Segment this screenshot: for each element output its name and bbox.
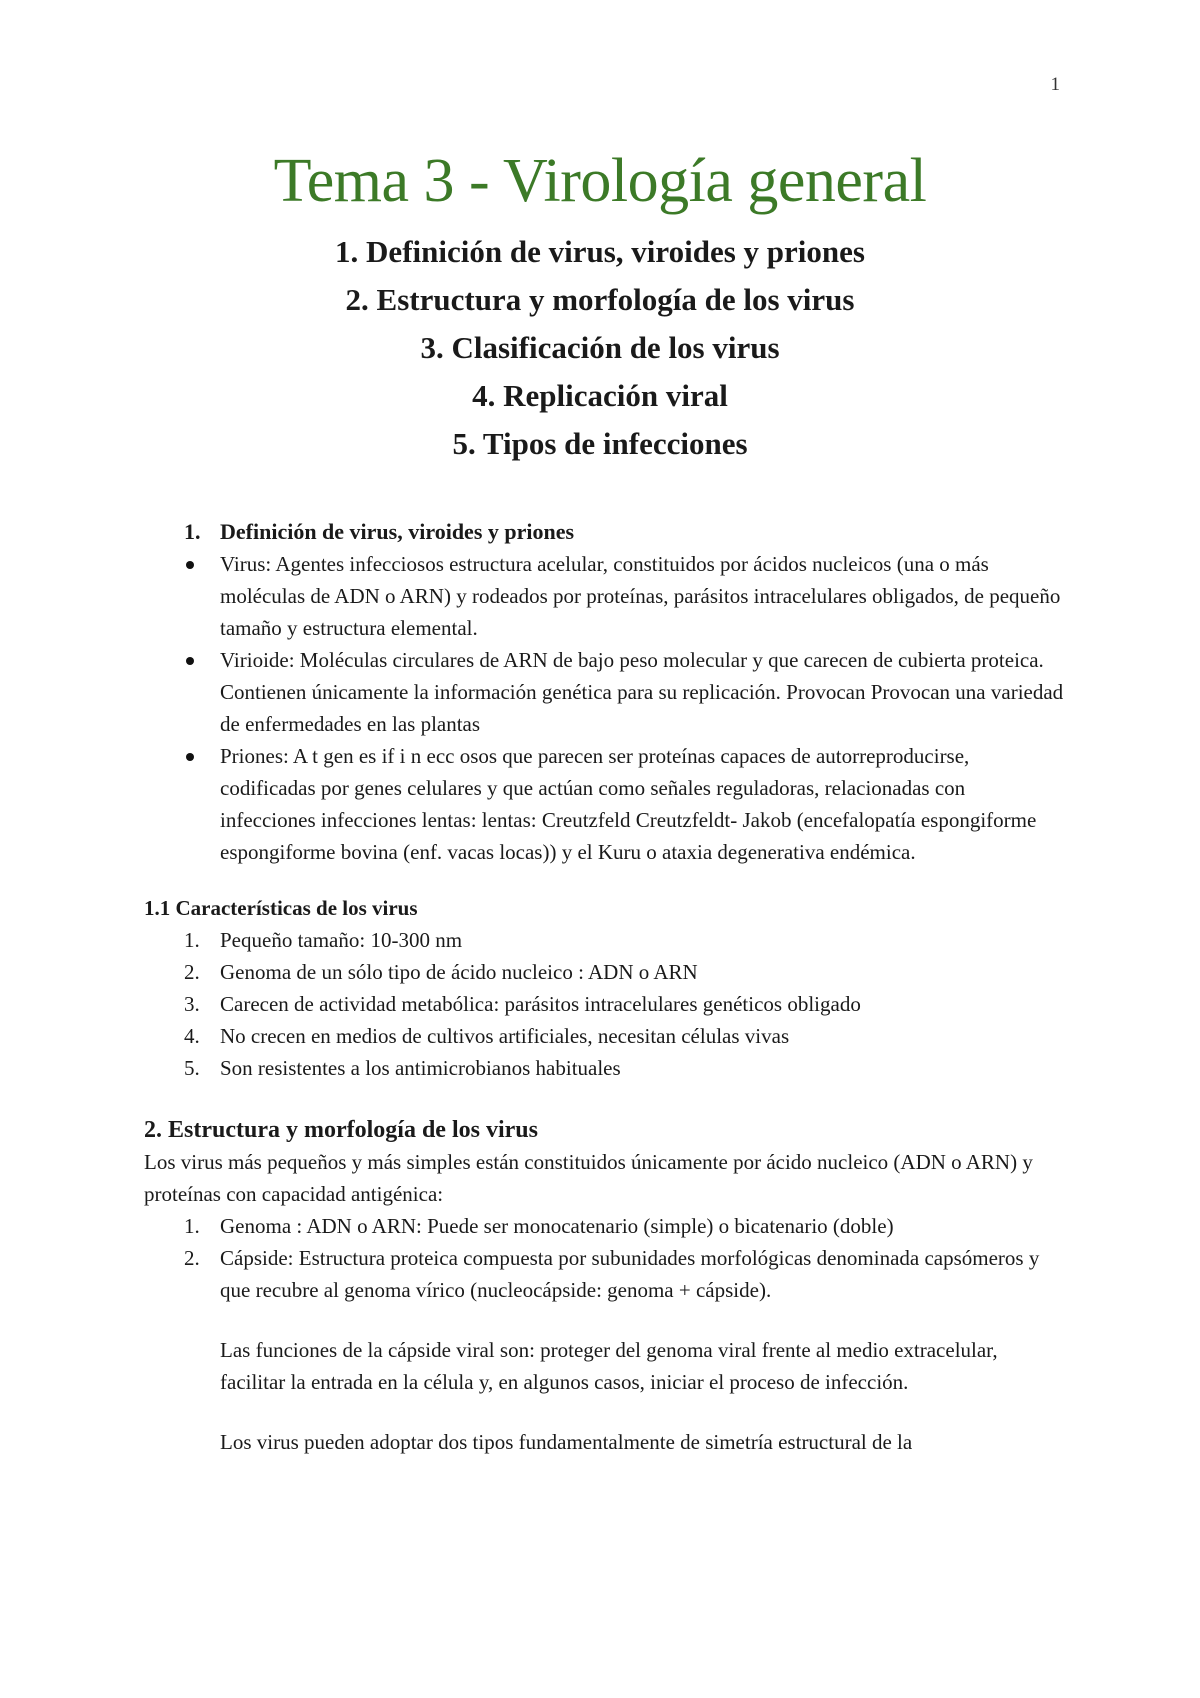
list-number: 1. [184, 1214, 200, 1238]
section-1-heading [144, 516, 1064, 548]
list-number: 3. [184, 992, 200, 1016]
page-title: Tema 3 - Virología general [273, 147, 927, 215]
page-number: 1 [1050, 74, 1060, 95]
list-number: 2. [184, 1246, 200, 1270]
section-1-title: Definición de virus, viroides y priones [220, 519, 575, 544]
characteristics-list [144, 924, 1064, 1084]
list-text: Cápside: Estructura proteica compuesta por subunidades morfológicas denominada capsómeros y que recubre al genoma vírico (nucleocápside: genoma + cápside). [220, 1246, 1040, 1302]
section-2-heading: 2. Estructura y morfología de los virus [144, 1117, 538, 1143]
list-number: 2. [184, 960, 200, 984]
list-text: Genoma de un sólo tipo de ácido nucleico : ADN o ARN [220, 960, 698, 984]
structure-list [144, 1210, 1064, 1306]
list-number: 1. [184, 928, 200, 952]
list-text: Genoma : ADN o ARN: Puede ser monocatenario (simple) o bicatenario (doble) [220, 1214, 894, 1238]
definition-viroid: Virioide: Moléculas circulares de ARN de bajo peso molecular y que carecen de cubierta proteica. Contienen únicamente la información genética para su replicación. Provocan Provocan una variedad de enfermedades en las plantas [144, 644, 1064, 740]
list-text: Pequeño tamaño: 10-300 nm [220, 928, 463, 952]
definition-prion: Priones: A t gen es if i n ecc osos que parecen ser proteínas capaces de autorreproducirse, codificadas por genes celulares y que actúan como señales reguladoras, relacionadas con infecciones infecciones lentas: lentas: Creutzfeld Creutzfeldt- Jakob (encefalopatía espongiforme espongiforme bovina (enf. vacas locas)) y el Kuru o ataxia degenerativa endémica. [144, 740, 1064, 868]
list-item [144, 1210, 1064, 1242]
list-number: 4. [184, 1024, 200, 1048]
definitions-list [144, 548, 1064, 868]
list-item [144, 1020, 1064, 1052]
list-item [144, 956, 1064, 988]
toc-item: 1. Definición de virus, viroides y priones [335, 234, 865, 269]
table-of-contents [0, 228, 1200, 468]
list-item [144, 924, 1064, 956]
capsid-functions-paragraph: Las funciones de la cápside viral son: proteger del genoma viral frente al medio extracelular, facilitar la entrada en la célula y, en algunos casos, iniciar el proceso de infección. [220, 1338, 998, 1394]
toc-item: 3. Clasificación de los virus [420, 330, 780, 365]
section-1-1-heading: 1.1 Características de los virus [144, 896, 418, 920]
list-text: Carecen de actividad metabólica: parásitos intracelulares genéticos obligado [220, 992, 861, 1016]
list-item [144, 988, 1064, 1020]
toc-item: 5. Tipos de infecciones [452, 426, 748, 461]
list-item [144, 1242, 1064, 1306]
toc-item: 2. Estructura y morfología de los virus [345, 282, 855, 317]
section-1-number: 1. [184, 519, 201, 544]
list-text: Son resistentes a los antimicrobianos habituales [220, 1056, 621, 1080]
toc-item: 4. Replicación viral [472, 378, 728, 413]
section-2-intro: Los virus más pequeños y más simples están constituidos únicamente por ácido nucleico (ADN o ARN) y proteínas con capacidad antigénica: [144, 1150, 1033, 1206]
list-item [144, 1052, 1064, 1084]
symmetry-paragraph: Los virus pueden adoptar dos tipos fundamentalmente de simetría estructural de la [220, 1430, 913, 1454]
list-text: No crecen en medios de cultivos artificiales, necesitan células vivas [220, 1024, 790, 1048]
document-body [144, 516, 1064, 1458]
list-number: 5. [184, 1056, 200, 1080]
definition-virus: Virus: Agentes infecciosos estructura acelular, constituidos por ácidos nucleicos (una o más moléculas de ADN o ARN) y rodeados por proteínas, parásitos intracelulares obligados, de pequeño tamaño y estructura elemental. [144, 548, 1064, 644]
